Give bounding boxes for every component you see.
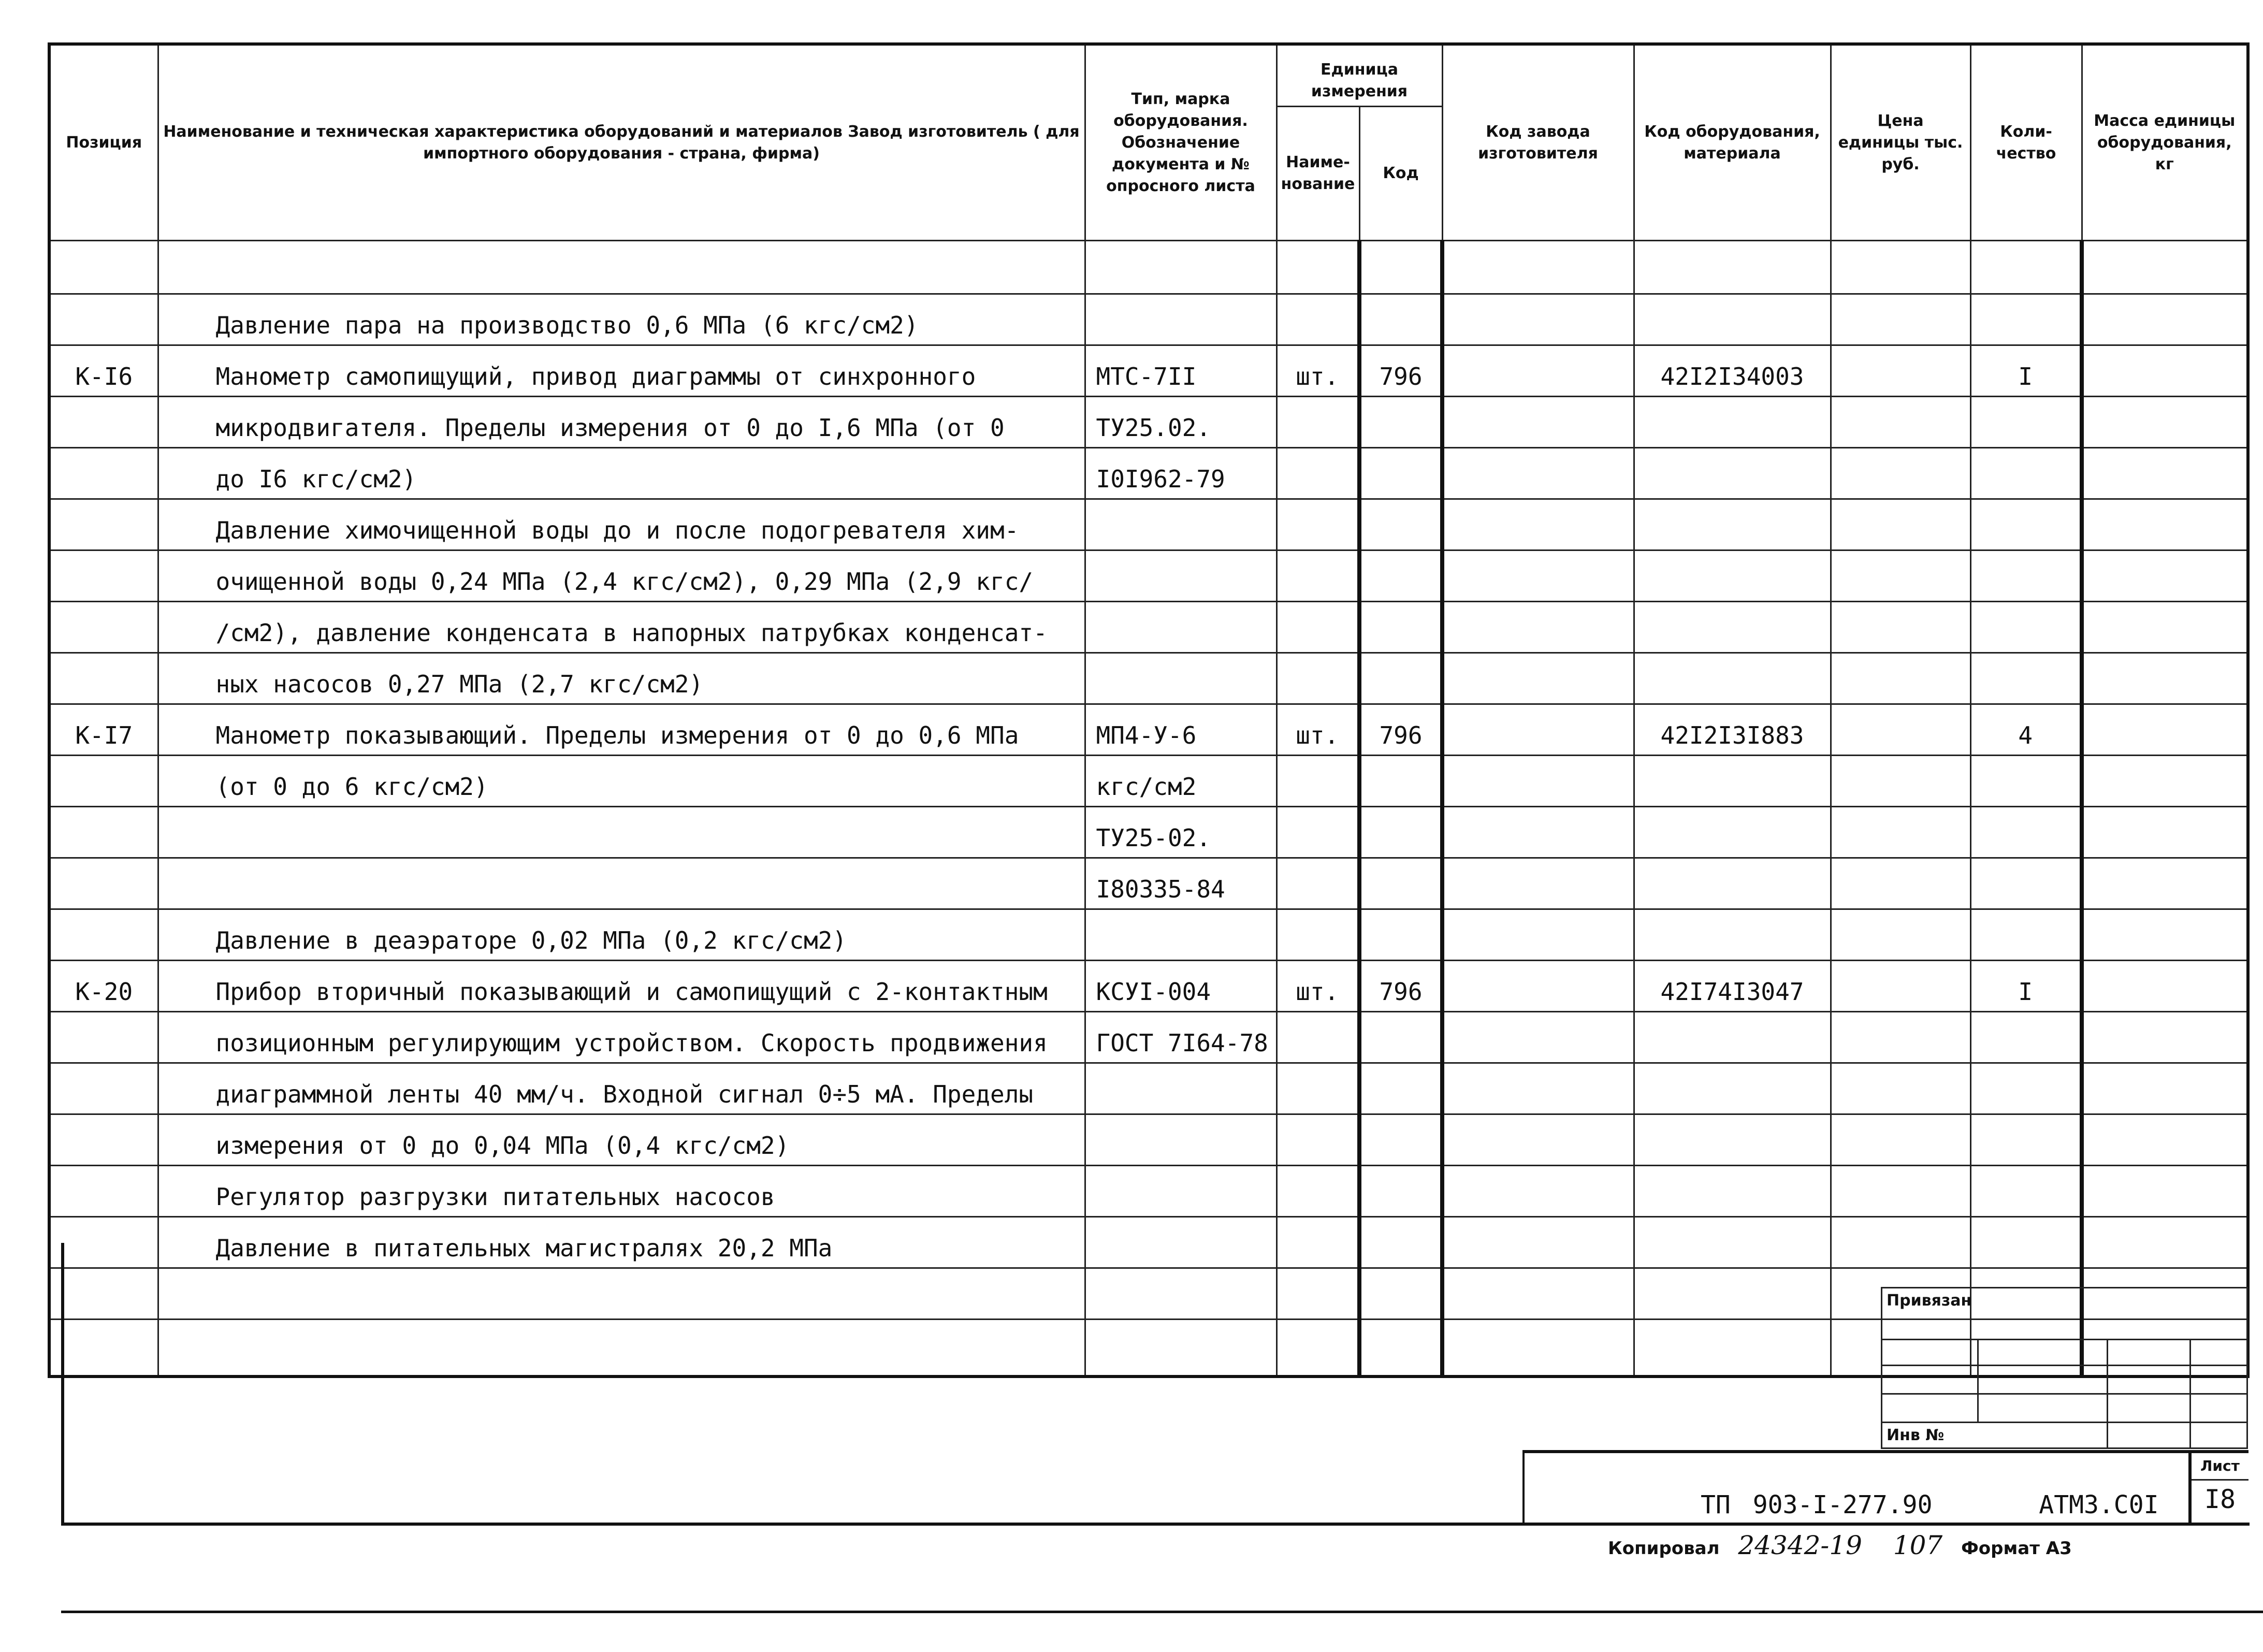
price-cell bbox=[1831, 448, 1970, 499]
unit-code-cell: 796 bbox=[1359, 704, 1442, 756]
table-row bbox=[49, 1114, 2248, 1166]
unit-code-cell bbox=[1359, 858, 1442, 909]
mass-cell bbox=[2082, 909, 2248, 961]
mass-cell bbox=[2082, 550, 2248, 602]
col-header-unit: Единица измерения bbox=[1276, 44, 1442, 107]
col-header-type: Тип, марка оборудования. Обозначение документа и № опросного листа bbox=[1085, 44, 1276, 241]
quantity-cell bbox=[1970, 1063, 2082, 1114]
copy-footer bbox=[1608, 1530, 2072, 1560]
name-cell: до I6 кгс/см2) bbox=[158, 448, 1085, 499]
unit-code-cell bbox=[1359, 397, 1442, 448]
quantity-cell bbox=[1970, 807, 2082, 858]
equipment-code-cell: 42I2I3I883 bbox=[1634, 704, 1831, 756]
name-cell: Давление в деаэраторе 0,02 МПа (0,2 кгс/см2) bbox=[158, 909, 1085, 961]
type-cell bbox=[1085, 653, 1276, 704]
col-header-name: Наименование и техническая характеристика оборудований и материалов Завод изготовитель ( для импортного оборудования - страна, фирма) bbox=[158, 44, 1085, 241]
project-number: ТП 903-I-277.90 bbox=[1701, 1490, 1933, 1519]
table-row bbox=[49, 909, 2248, 961]
equipment-code-cell bbox=[1634, 602, 1831, 653]
price-cell bbox=[1831, 704, 1970, 756]
type-cell bbox=[1085, 602, 1276, 653]
sheet-number: I8 bbox=[2204, 1484, 2236, 1514]
mass-cell bbox=[2082, 1166, 2248, 1217]
position-cell bbox=[49, 1063, 158, 1114]
type-cell: ГОСТ 7I64-78 bbox=[1085, 1012, 1276, 1063]
unit-code-cell: 796 bbox=[1359, 345, 1442, 397]
factory-code-cell bbox=[1442, 345, 1634, 397]
type-cell bbox=[1085, 909, 1276, 961]
mass-cell bbox=[2082, 961, 2248, 1012]
mass-cell bbox=[2082, 294, 2248, 345]
quantity-cell bbox=[1970, 241, 2082, 294]
name-cell bbox=[158, 807, 1085, 858]
factory-code-cell bbox=[1442, 1114, 1634, 1166]
col-header-factory-code: Код завода изготовителя bbox=[1442, 44, 1634, 241]
price-cell bbox=[1831, 858, 1970, 909]
type-cell bbox=[1085, 1166, 1276, 1217]
quantity-cell bbox=[1970, 858, 2082, 909]
unit-name-cell bbox=[1276, 448, 1359, 499]
price-cell bbox=[1831, 397, 1970, 448]
equipment-code-cell bbox=[1634, 241, 1831, 294]
title-block bbox=[1522, 1450, 2249, 1526]
unit-name-cell bbox=[1276, 756, 1359, 807]
stamp-cell bbox=[2191, 1394, 2247, 1423]
unit-name-cell: шт. bbox=[1276, 961, 1359, 1012]
table-body bbox=[49, 241, 2248, 1377]
factory-code-cell bbox=[1442, 961, 1634, 1012]
position-cell: К-I6 bbox=[49, 345, 158, 397]
unit-code-cell bbox=[1359, 294, 1442, 345]
type-cell bbox=[1085, 294, 1276, 345]
position-cell: К-I7 bbox=[49, 704, 158, 756]
equipment-code-cell: 42I74I3047 bbox=[1634, 961, 1831, 1012]
copied-label: Копировал bbox=[1608, 1538, 1720, 1559]
table-row bbox=[49, 345, 2248, 397]
price-cell bbox=[1831, 241, 1970, 294]
price-cell bbox=[1831, 961, 1970, 1012]
unit-code-cell bbox=[1359, 1063, 1442, 1114]
name-cell: Регулятор разгрузки питательных насосов bbox=[158, 1166, 1085, 1217]
quantity-cell: I bbox=[1970, 345, 2082, 397]
position-cell bbox=[49, 1114, 158, 1166]
table-row bbox=[49, 756, 2248, 807]
position-cell bbox=[49, 1012, 158, 1063]
quantity-cell bbox=[1970, 909, 2082, 961]
table-row bbox=[49, 653, 2248, 704]
price-cell bbox=[1831, 499, 1970, 550]
name-cell: (от 0 до 6 кгс/см2) bbox=[158, 756, 1085, 807]
bottom-rule bbox=[61, 1611, 2263, 1613]
factory-code-cell bbox=[1442, 602, 1634, 653]
unit-name-cell bbox=[1276, 1012, 1359, 1063]
equipment-code-cell: 42I2I34003 bbox=[1634, 345, 1831, 397]
quantity-cell: 4 bbox=[1970, 704, 2082, 756]
stamp-cell bbox=[2191, 1340, 2247, 1366]
unit-name-cell bbox=[1276, 602, 1359, 653]
unit-code-cell bbox=[1359, 448, 1442, 499]
equipment-code-cell bbox=[1634, 448, 1831, 499]
position-cell bbox=[49, 858, 158, 909]
name-cell bbox=[158, 858, 1085, 909]
unit-name-cell bbox=[1276, 1166, 1359, 1217]
col-header-price: Цена единицы тыс. руб. bbox=[1831, 44, 1970, 241]
stamp-cell bbox=[2191, 1366, 2247, 1394]
unit-name-cell: шт. bbox=[1276, 704, 1359, 756]
equipment-code-cell bbox=[1634, 653, 1831, 704]
table-row bbox=[49, 397, 2248, 448]
equipment-code-cell bbox=[1634, 909, 1831, 961]
table-row bbox=[49, 1166, 2248, 1217]
position-cell bbox=[49, 294, 158, 345]
factory-code-cell bbox=[1442, 1063, 1634, 1114]
position-cell bbox=[49, 807, 158, 858]
unit-name-cell bbox=[1276, 653, 1359, 704]
sheet-box bbox=[2188, 1453, 2249, 1526]
price-cell bbox=[1831, 1166, 1970, 1217]
type-cell: ТУ25.02. bbox=[1085, 397, 1276, 448]
price-cell bbox=[1831, 345, 1970, 397]
attached-label: Привязан bbox=[1882, 1288, 2247, 1340]
price-cell bbox=[1831, 807, 1970, 858]
factory-code-cell bbox=[1442, 653, 1634, 704]
factory-code-cell bbox=[1442, 756, 1634, 807]
unit-name-cell bbox=[1276, 909, 1359, 961]
price-cell bbox=[1831, 1063, 1970, 1114]
table-row bbox=[49, 602, 2248, 653]
position-cell bbox=[49, 397, 158, 448]
name-cell: измерения от 0 до 0,04 МПа (0,4 кгс/см2) bbox=[158, 1114, 1085, 1166]
table-row bbox=[49, 294, 2248, 345]
unit-code-cell bbox=[1359, 499, 1442, 550]
table-row bbox=[49, 1012, 2248, 1063]
col-header-unit-code: Код bbox=[1359, 107, 1442, 241]
col-header-unit-name: Наиме- нование bbox=[1276, 107, 1359, 241]
factory-code-cell bbox=[1442, 1012, 1634, 1063]
name-cell: Манометр показывающий. Пределы измерения от 0 до 0,6 МПа bbox=[158, 704, 1085, 756]
mass-cell bbox=[2082, 756, 2248, 807]
unit-code-cell bbox=[1359, 909, 1442, 961]
type-cell: кгс/см2 bbox=[1085, 756, 1276, 807]
quantity-cell bbox=[1970, 397, 2082, 448]
equipment-code-cell bbox=[1634, 807, 1831, 858]
stamp-cell bbox=[1978, 1340, 2108, 1366]
equipment-code-cell bbox=[1634, 1063, 1831, 1114]
name-cell: Давление химочищенной воды до и после подогревателя хим- bbox=[158, 499, 1085, 550]
mass-cell bbox=[2082, 241, 2248, 294]
table-row bbox=[49, 858, 2248, 909]
name-cell: микродвигателя. Пределы измерения от 0 до I,6 МПа (от 0 bbox=[158, 397, 1085, 448]
unit-code-cell bbox=[1359, 602, 1442, 653]
unit-code-cell bbox=[1359, 1012, 1442, 1063]
quantity-cell bbox=[1970, 1114, 2082, 1166]
name-cell: очищенной воды 0,24 МПа (2,4 кгс/см2), 0,29 МПа (2,9 кгс/ bbox=[158, 550, 1085, 602]
equipment-code-cell bbox=[1634, 1166, 1831, 1217]
unit-code-cell bbox=[1359, 1166, 1442, 1217]
equipment-code-cell bbox=[1634, 499, 1831, 550]
quantity-cell: I bbox=[1970, 961, 2082, 1012]
unit-name-cell bbox=[1276, 858, 1359, 909]
type-cell: МТС-7II bbox=[1085, 345, 1276, 397]
mass-cell bbox=[2082, 1012, 2248, 1063]
factory-code-cell bbox=[1442, 807, 1634, 858]
name-cell: Манометр самопищущий, привод диаграммы от синхронного bbox=[158, 345, 1085, 397]
unit-code-cell bbox=[1359, 807, 1442, 858]
type-cell bbox=[1085, 499, 1276, 550]
position-cell: К-20 bbox=[49, 961, 158, 1012]
quantity-cell bbox=[1970, 653, 2082, 704]
table-row bbox=[49, 704, 2248, 756]
name-cell: /см2), давление конденсата в напорных патрубках конденсат- bbox=[158, 602, 1085, 653]
stamp-cell bbox=[1882, 1340, 1978, 1366]
mass-cell bbox=[2082, 602, 2248, 653]
factory-code-cell bbox=[1442, 704, 1634, 756]
position-cell bbox=[49, 756, 158, 807]
unit-name-cell bbox=[1276, 294, 1359, 345]
table-row bbox=[49, 550, 2248, 602]
equipment-code-cell bbox=[1634, 756, 1831, 807]
col-header-quantity: Коли- чество bbox=[1970, 44, 2082, 241]
equipment-code-cell bbox=[1634, 1114, 1831, 1166]
name-cell: Прибор вторичный показывающий и самопищущий с 2-контактным bbox=[158, 961, 1085, 1012]
quantity-cell bbox=[1970, 602, 2082, 653]
equipment-code-cell bbox=[1634, 397, 1831, 448]
factory-code-cell bbox=[1442, 294, 1634, 345]
inventory-number-label: Инв № bbox=[1882, 1423, 2108, 1448]
position-cell bbox=[49, 653, 158, 704]
position-cell bbox=[49, 241, 158, 294]
price-cell bbox=[1831, 653, 1970, 704]
document-designation bbox=[1701, 1490, 2158, 1519]
format-label: Формат А3 bbox=[1961, 1538, 2072, 1559]
mass-cell bbox=[2082, 858, 2248, 909]
type-cell bbox=[1085, 1063, 1276, 1114]
unit-code-cell: 796 bbox=[1359, 961, 1442, 1012]
unit-name-cell bbox=[1276, 499, 1359, 550]
name-cell: позиционным регулирующим устройством. Скорость продвижения bbox=[158, 1012, 1085, 1063]
col-header-position: Позиция bbox=[49, 44, 158, 241]
quantity-cell bbox=[1970, 448, 2082, 499]
unit-name-cell bbox=[1276, 550, 1359, 602]
stamp-cell bbox=[2191, 1423, 2247, 1448]
price-cell bbox=[1831, 602, 1970, 653]
mass-cell bbox=[2082, 499, 2248, 550]
price-cell bbox=[1831, 550, 1970, 602]
copy-number: 107 bbox=[1893, 1530, 1943, 1560]
equipment-code-cell bbox=[1634, 550, 1831, 602]
mass-cell bbox=[2082, 1114, 2248, 1166]
price-cell bbox=[1831, 756, 1970, 807]
stamp-cell bbox=[1882, 1366, 1978, 1394]
table-row bbox=[49, 1063, 2248, 1114]
table-row bbox=[49, 499, 2248, 550]
unit-code-cell bbox=[1359, 756, 1442, 807]
unit-name-cell bbox=[1276, 241, 1359, 294]
stamp-cell bbox=[1978, 1366, 2108, 1394]
equipment-code-cell bbox=[1634, 294, 1831, 345]
document-code: АТМ3.С0I bbox=[2039, 1490, 2159, 1519]
type-cell bbox=[1085, 241, 1276, 294]
factory-code-cell bbox=[1442, 858, 1634, 909]
mass-cell bbox=[2082, 807, 2248, 858]
stamp-cell bbox=[2108, 1394, 2191, 1423]
unit-name-cell: шт. bbox=[1276, 345, 1359, 397]
attachment-stamp bbox=[1881, 1287, 2248, 1449]
price-cell bbox=[1831, 1114, 1970, 1166]
mass-cell bbox=[2082, 448, 2248, 499]
stamp-cell bbox=[2108, 1340, 2191, 1366]
quantity-cell bbox=[1970, 550, 2082, 602]
mass-cell bbox=[2082, 345, 2248, 397]
equipment-code-cell bbox=[1634, 1012, 1831, 1063]
equipment-code-cell bbox=[1634, 858, 1831, 909]
name-cell bbox=[158, 241, 1085, 294]
type-cell: I0I962-79 bbox=[1085, 448, 1276, 499]
position-cell bbox=[49, 550, 158, 602]
table-row bbox=[49, 807, 2248, 858]
type-cell bbox=[1085, 1114, 1276, 1166]
factory-code-cell bbox=[1442, 1166, 1634, 1217]
unit-code-cell bbox=[1359, 241, 1442, 294]
position-cell bbox=[49, 499, 158, 550]
stamp-cell bbox=[1882, 1394, 1978, 1423]
factory-code-cell bbox=[1442, 397, 1634, 448]
name-cell: диаграммной ленты 40 мм/ч. Входной сигнал 0÷5 мА. Пределы bbox=[158, 1063, 1085, 1114]
order-number: 24342-19 bbox=[1738, 1530, 1862, 1560]
name-cell: Давление в питательных магистралях 20,2 МПа bbox=[158, 1217, 1085, 1268]
type-cell: ТУ25-02. bbox=[1085, 807, 1276, 858]
unit-name-cell bbox=[1276, 1063, 1359, 1114]
factory-code-cell bbox=[1442, 550, 1634, 602]
table-row bbox=[49, 448, 2248, 499]
stamp-cell bbox=[2108, 1423, 2191, 1448]
equipment-spec-table bbox=[48, 42, 2250, 1378]
col-header-mass: Масса единицы оборудования, кг bbox=[2082, 44, 2248, 241]
quantity-cell bbox=[1970, 294, 2082, 345]
factory-code-cell bbox=[1442, 909, 1634, 961]
position-cell bbox=[49, 602, 158, 653]
table-row bbox=[49, 961, 2248, 1012]
type-cell: I80335-84 bbox=[1085, 858, 1276, 909]
factory-code-cell bbox=[1442, 448, 1634, 499]
factory-code-cell bbox=[1442, 241, 1634, 294]
quantity-cell bbox=[1970, 1012, 2082, 1063]
quantity-cell bbox=[1970, 1166, 2082, 1217]
table-row bbox=[49, 241, 2248, 294]
position-cell bbox=[49, 448, 158, 499]
price-cell bbox=[1831, 909, 1970, 961]
stamp-cell bbox=[1978, 1394, 2108, 1423]
price-cell bbox=[1831, 294, 1970, 345]
position-cell bbox=[49, 909, 158, 961]
mass-cell bbox=[2082, 653, 2248, 704]
unit-code-cell bbox=[1359, 550, 1442, 602]
unit-name-cell bbox=[1276, 1114, 1359, 1166]
unit-name-cell bbox=[1276, 397, 1359, 448]
position-cell bbox=[49, 1166, 158, 1217]
mass-cell bbox=[2082, 397, 2248, 448]
name-cell: ных насосов 0,27 МПа (2,7 кгс/см2) bbox=[158, 653, 1085, 704]
price-cell bbox=[1831, 1012, 1970, 1063]
unit-name-cell bbox=[1276, 807, 1359, 858]
sheet-label: Лист bbox=[2192, 1453, 2249, 1481]
mass-cell bbox=[2082, 1063, 2248, 1114]
type-cell: КСУI-004 bbox=[1085, 961, 1276, 1012]
type-cell bbox=[1085, 550, 1276, 602]
name-cell: Давление пара на производство 0,6 МПа (6 кгс/см2) bbox=[158, 294, 1085, 345]
mass-cell bbox=[2082, 704, 2248, 756]
col-header-equipment-code: Код оборудования, материала bbox=[1634, 44, 1831, 241]
quantity-cell bbox=[1970, 756, 2082, 807]
factory-code-cell bbox=[1442, 499, 1634, 550]
unit-code-cell bbox=[1359, 653, 1442, 704]
quantity-cell bbox=[1970, 499, 2082, 550]
type-cell: МП4-У-6 bbox=[1085, 704, 1276, 756]
unit-code-cell bbox=[1359, 1114, 1442, 1166]
stamp-cell bbox=[2108, 1366, 2191, 1394]
